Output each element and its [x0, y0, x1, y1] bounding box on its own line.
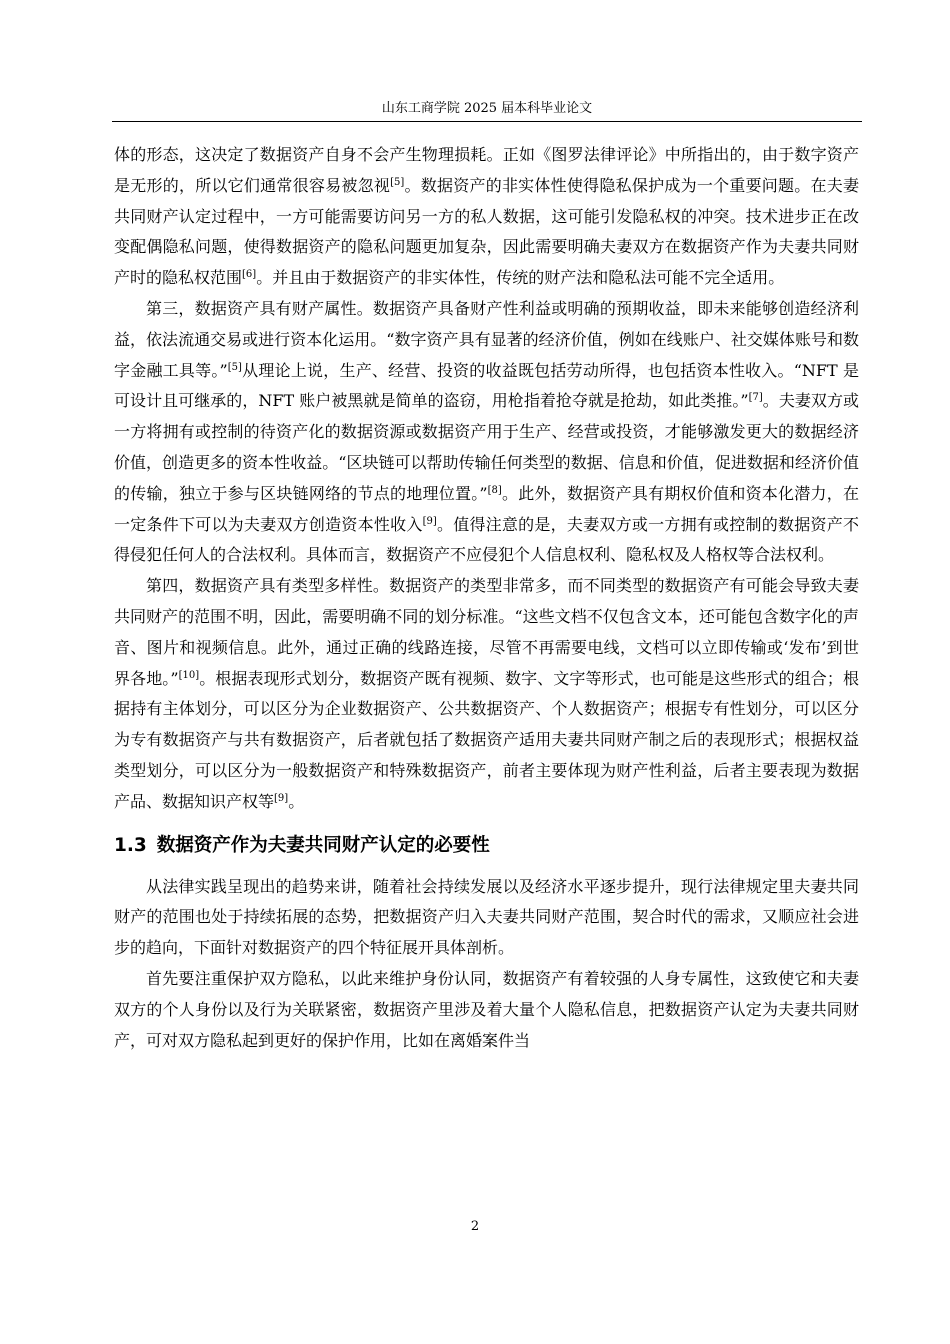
section-heading — [114, 831, 859, 861]
section-number: 1.3 — [114, 834, 147, 856]
citation: [9] — [422, 515, 437, 527]
page-header: 山东工商学院 2025 届本科毕业论文 — [381, 101, 593, 116]
citation: [9] — [274, 792, 289, 804]
paragraph-fourth-diversity: 第四，数据资产具有类型多样性。数据资产的类型非常多，而不同类型的数据资产有可能会导致夫妻共同财产的范围不明，因此，需要明确不同的划分标准。“这些文档不仅包含文本，还可能包含数字化的声音、图片和视频信息。此外，通过正确的线路连接，尽管不再需要电线，文档可以立即传输或‘发布’到世界各地。”[10]。根据表现形式划分，数据资产既有视频、数字、文字等形式，也可能是这些形式的组合；根据持有主体划分，可以区分为企业数据资产、公共数据资产、个人数据资产；根据专有性划分，可以区分为专有数据资产与共有数据资产，后者就包括了数据资产适用夫妻共同财产制之后的表现形式；根据权益类型划分，可以区分为一般数据资产和特殊数据资产，前者主要体现为财产性利益，后者主要表现为数据产品、数据知识产权等[9]。 — [114, 576, 859, 811]
section-title-text: 数据资产作为夫妻共同财产认定的必要性 — [156, 834, 490, 856]
header-rule — [112, 121, 862, 122]
citation: [5] — [390, 176, 405, 188]
citation: [8] — [487, 484, 502, 496]
citation: [10] — [178, 669, 200, 681]
page-number: 2 — [470, 1219, 480, 1234]
paragraph-privacy: 首先要注重保护双方隐私，以此来维护身份认同，数据资产有着较强的人身专属性，这致使它和夫妻双方的个人身份以及行为关联紧密，数据资产里涉及着大量个人隐私信息，把数据资产认定为夫妻共同财产，可对双方隐私起到更好的保护作用，比如在离婚案件当 — [114, 968, 859, 1050]
paragraph-third-property: 第三，数据资产具有财产属性。数据资产具备财产性利益或明确的预期收益，即未来能够创造经济利益，依法流通交易或进行资本化运用。“数字资产具有显著的经济价值，例如在线账户、社交媒体账号和数字金融工具等。”[5]从理论上说，生产、经营、投资的收益既包括劳动所得，也包括资本性收入。“NFT 是可设计且可继承的，NFT 账户被黑就是简单的盗窃，用枪指着抢夺就是抢劫，如此类推。”[7]。夫妻双方或一方将拥有或控制的待资产化的数据资源或数据资产用于生产、经营或投资，才能够激发更大的数据经济价值，创造更多的资本性收益。“区块链可以帮助传输任何类型的数据、信息和价值，促进数据和经济价值的传输，独立于参与区块链网络的节点的地理位置。”[8]。此外，数据资产具有期权价值和资本化潜力，在一定条件下可以为夫妻双方创造资本性收入[9]。值得注意的是，夫妻双方或一方拥有或控制的数据资产不得侵犯任何人的合法权利。具体而言，数据资产不应侵犯个人信息权利、隐私权及人格权等合法权利。 — [114, 298, 859, 565]
body-text — [114, 140, 859, 1056]
citation: [7] — [748, 392, 763, 404]
paragraph-continued: 体的形态，这决定了数据资产自身不会产生物理损耗。正如《图罗法律评论》中所指出的，由于数字资产是无形的，所以它们通常很容易被忽视[5]。数据资产的非实体性使得隐私保护成为一个重要问题。在夫妻共同财产认定过程中，一方可能需要访问另一方的私人数据，这可能引发隐私权的冲突。技术进步正在改变配偶隐私问题，使得数据资产的隐私问题更加复杂，因此需要明确夫妻双方在数据资产作为夫妻共同财产时的隐私权范围[6]。并且由于数据资产的非实体性，传统的财产法和隐私法可能不完全适用。 — [114, 145, 859, 288]
citation: [5] — [227, 361, 242, 373]
citation: [6] — [242, 269, 257, 281]
paragraph-legal-trend: 从法律实践呈现出的趋势来讲，随着社会持续发展以及经济水平逐步提升，现行法律规定里夫妻共同财产的范围也处于持续拓展的态势，把数据资产归入夫妻共同财产范围，契合时代的需求，又顺应社会进步的趋向，下面针对数据资产的四个特征展开具体剖析。 — [114, 876, 859, 958]
